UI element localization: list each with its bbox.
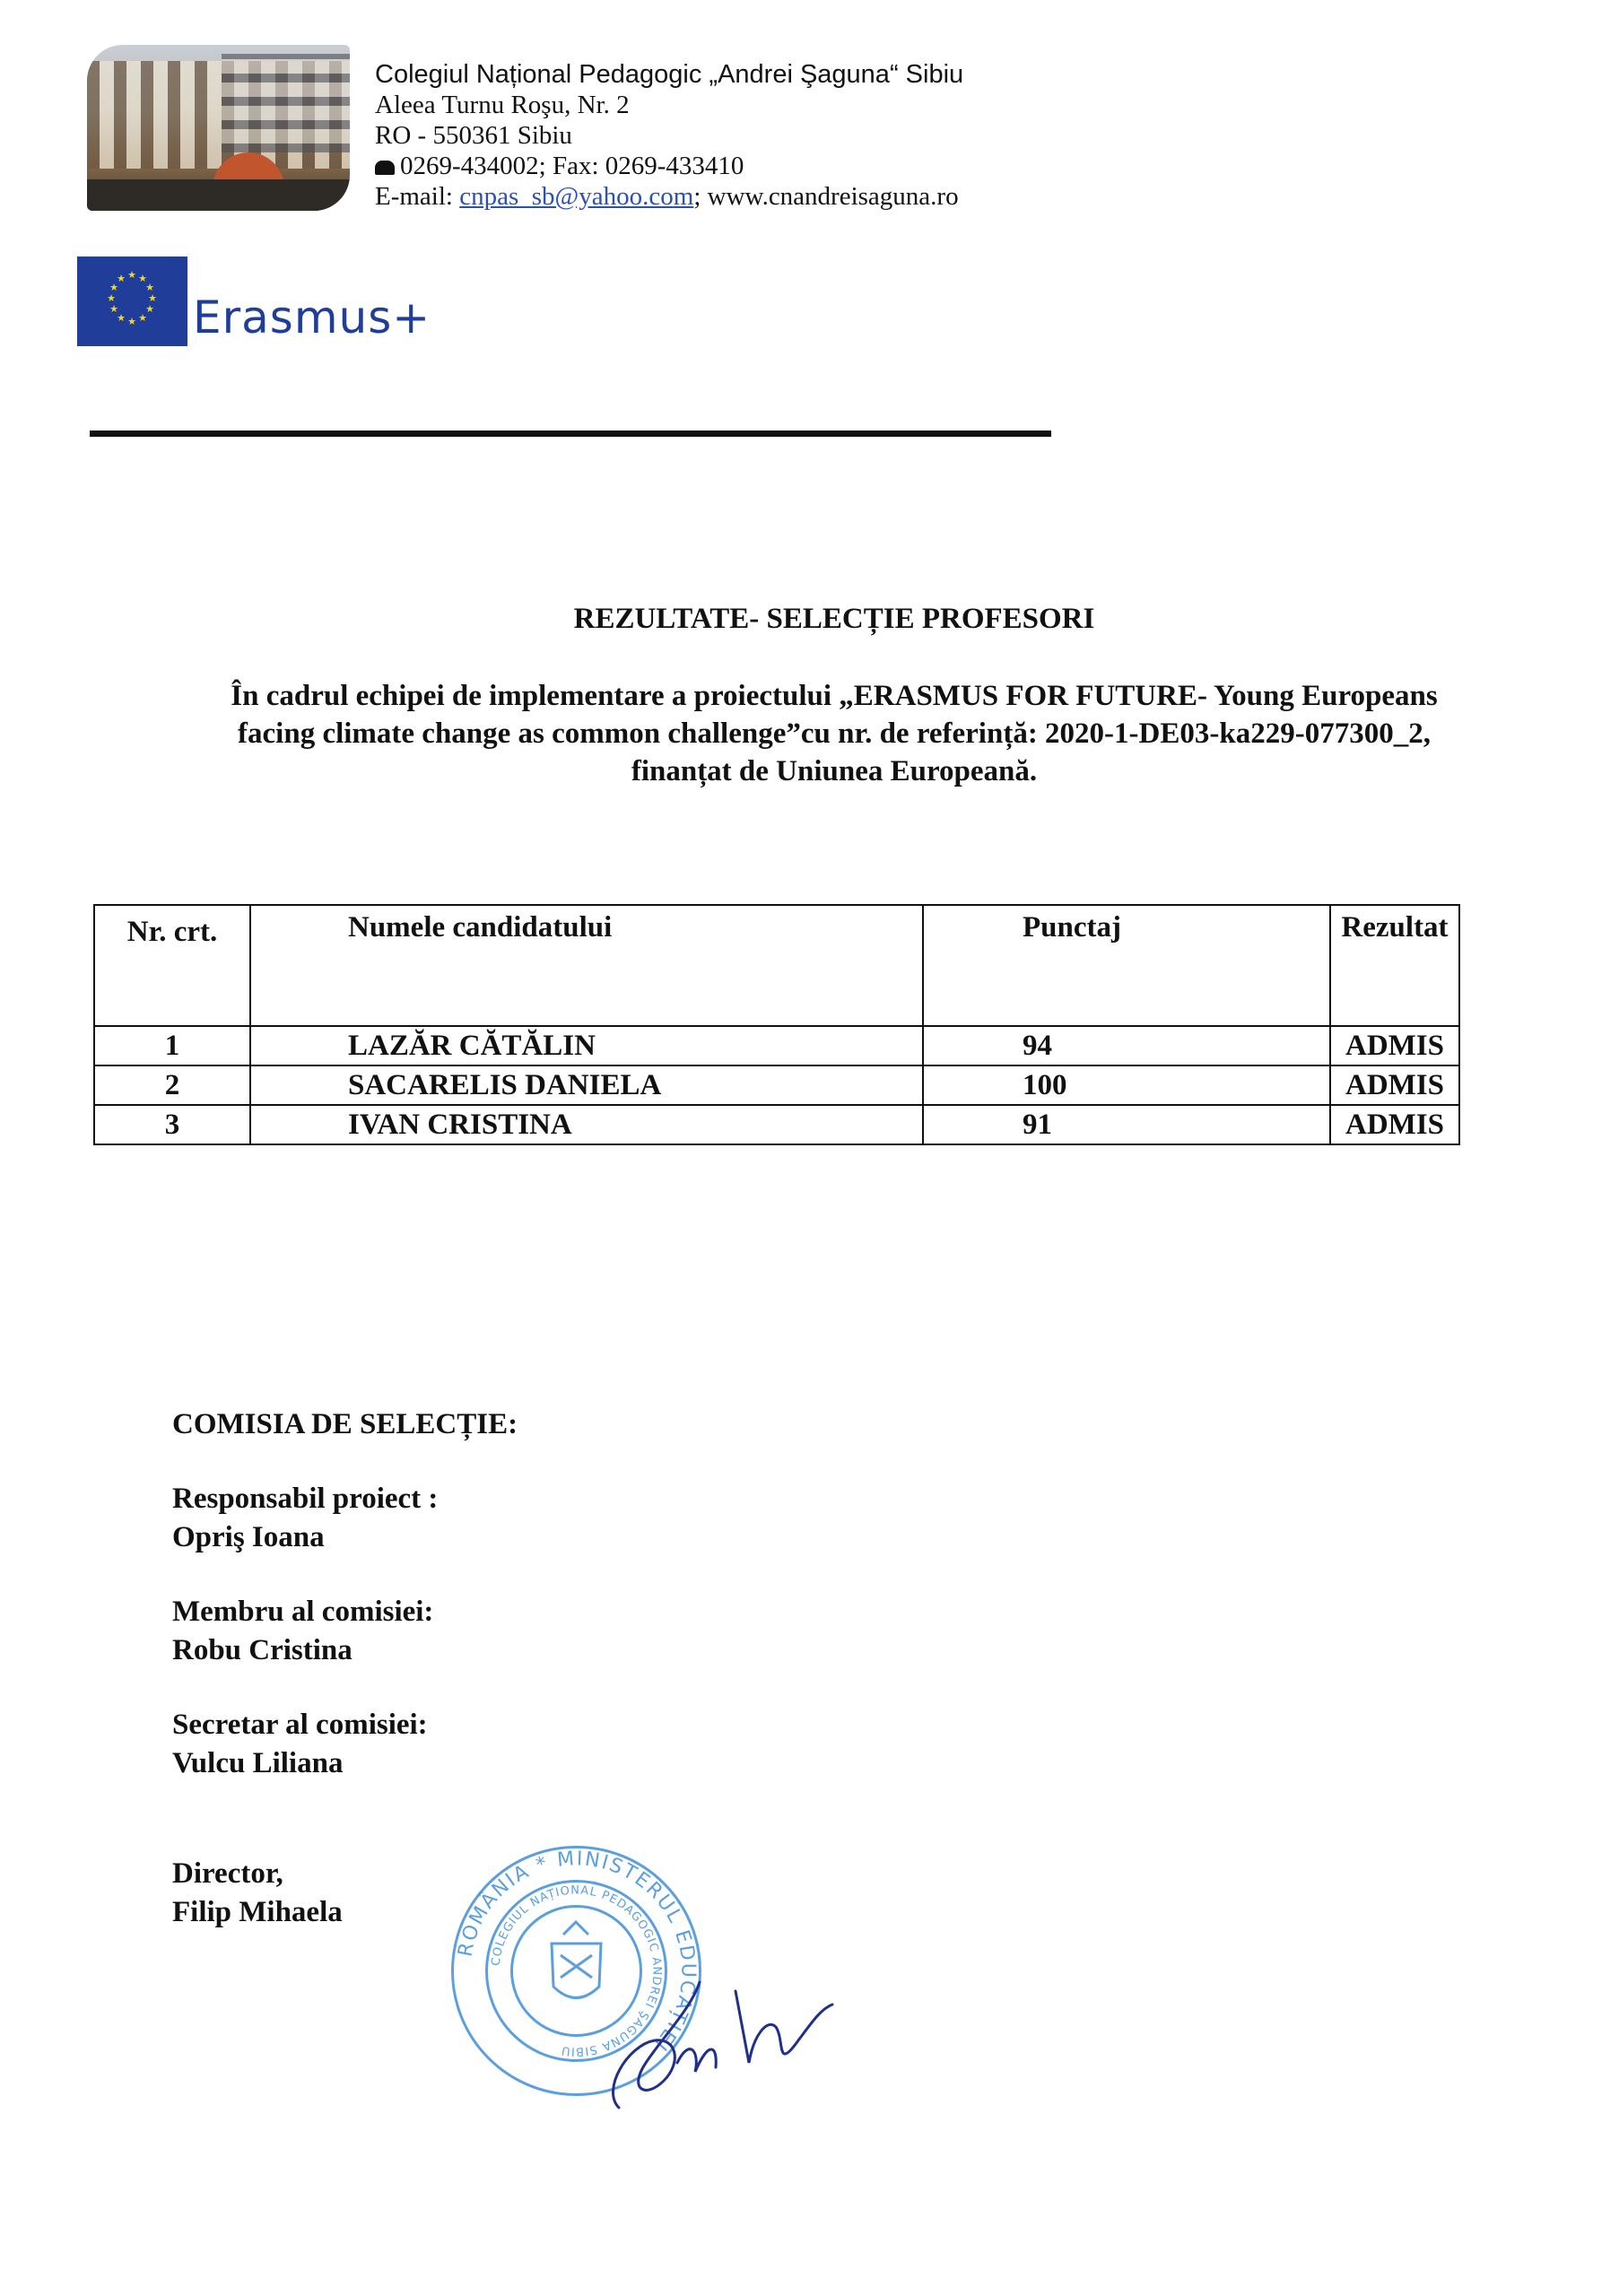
row-score: 94 — [923, 1026, 1330, 1065]
secretary-name: Vulcu Liliana — [172, 1747, 344, 1779]
school-building-photo — [87, 45, 350, 211]
table-row — [94, 1026, 1459, 1065]
stamp-inner-text: COLEGIUL NAȚIONAL PEDAGOGIC ANDREI ŞAGUNA SIBIU — [489, 1883, 664, 2058]
school-contact-block — [375, 59, 963, 212]
stamp-outer-text: ROMÂNIA * MINISTERUL EDUCAȚIEI — [454, 1848, 700, 2057]
school-phone-fax: 0269-434002; Fax: 0269-433410 — [375, 151, 963, 181]
svg-text:★: ★ — [127, 316, 136, 327]
svg-text:★: ★ — [138, 312, 147, 324]
commission-members — [172, 1480, 438, 1968]
header-name: Numele candidatului — [250, 905, 923, 1026]
header-nr: Nr. crt. — [94, 905, 250, 1026]
svg-text:★: ★ — [107, 292, 116, 304]
row-score: 100 — [923, 1065, 1330, 1105]
school-name: Colegiul Național Pedagogic „Andrei Şaguna“ Sibiu — [375, 60, 964, 89]
phone-icon — [375, 161, 395, 175]
project-lead-name: Opriş Ioana — [172, 1521, 325, 1553]
svg-text:★: ★ — [109, 303, 118, 315]
school-address: Aleea Turnu Roşu, Nr. 2 — [375, 91, 630, 119]
document-title: REZULTATE- SELECȚIE PROFESORI — [573, 603, 1095, 635]
header-score: Punctaj — [923, 905, 1330, 1026]
school-city: RO - 550361 Sibiu — [375, 121, 572, 150]
director-signature — [592, 1955, 843, 2117]
erasmus-plus-logo: Erasmus+ — [193, 291, 431, 344]
row-score: 91 — [923, 1105, 1330, 1144]
svg-text:★: ★ — [145, 282, 154, 293]
email-label: E-mail: — [375, 182, 453, 211]
svg-text:★: ★ — [138, 273, 147, 284]
row-result: ADMIS — [1330, 1105, 1459, 1144]
row-name: IVAN CRISTINA — [250, 1105, 923, 1144]
project-lead-label: Responsabil proiect : — [172, 1483, 439, 1515]
header-result: Rezultat — [1330, 905, 1459, 1026]
member-name: Robu Cristina — [172, 1634, 353, 1666]
row-result: ADMIS — [1330, 1026, 1459, 1065]
row-name: SACARELIS DANIELA — [250, 1065, 923, 1105]
table-row — [94, 1065, 1459, 1105]
director-name: Filip Mihaela — [172, 1896, 343, 1928]
svg-text:★: ★ — [117, 273, 126, 284]
school-email-web — [375, 181, 963, 212]
svg-text:★: ★ — [148, 292, 157, 304]
svg-text:★: ★ — [109, 282, 118, 293]
table-header-row — [94, 905, 1459, 1026]
svg-text:★: ★ — [145, 303, 154, 315]
svg-text:★: ★ — [117, 312, 126, 324]
table-row — [94, 1105, 1459, 1144]
svg-text:★: ★ — [127, 269, 136, 281]
member-label: Membru al comisiei: — [172, 1596, 434, 1628]
website: ; www.cnandreisaguna.ro — [693, 182, 959, 211]
row-nr: 2 — [94, 1065, 250, 1105]
header-divider — [90, 430, 1051, 437]
email-link[interactable]: cnpas_sb@yahoo.com — [459, 182, 694, 211]
eu-flag-icon — [77, 257, 187, 346]
document-subtitle: În cadrul echipei de implementare a proiectului „ERASMUS FOR FUTURE- Young Europeans facing climate change as common challenge”cu nr. de referință: 2020-1-DE03-ka229-077300_2, finanțat de Uniunea Europeană. — [231, 680, 1438, 787]
row-name: LAZĂR CĂTĂLIN — [250, 1026, 923, 1065]
director-label: Director, — [172, 1857, 283, 1890]
commission-heading: COMISIA DE SELECȚIE: — [172, 1408, 518, 1440]
results-table — [93, 904, 1460, 1145]
row-nr: 1 — [94, 1026, 250, 1065]
secretary-label: Secretar al comisiei: — [172, 1709, 428, 1741]
row-nr: 3 — [94, 1105, 250, 1144]
row-result: ADMIS — [1330, 1065, 1459, 1105]
